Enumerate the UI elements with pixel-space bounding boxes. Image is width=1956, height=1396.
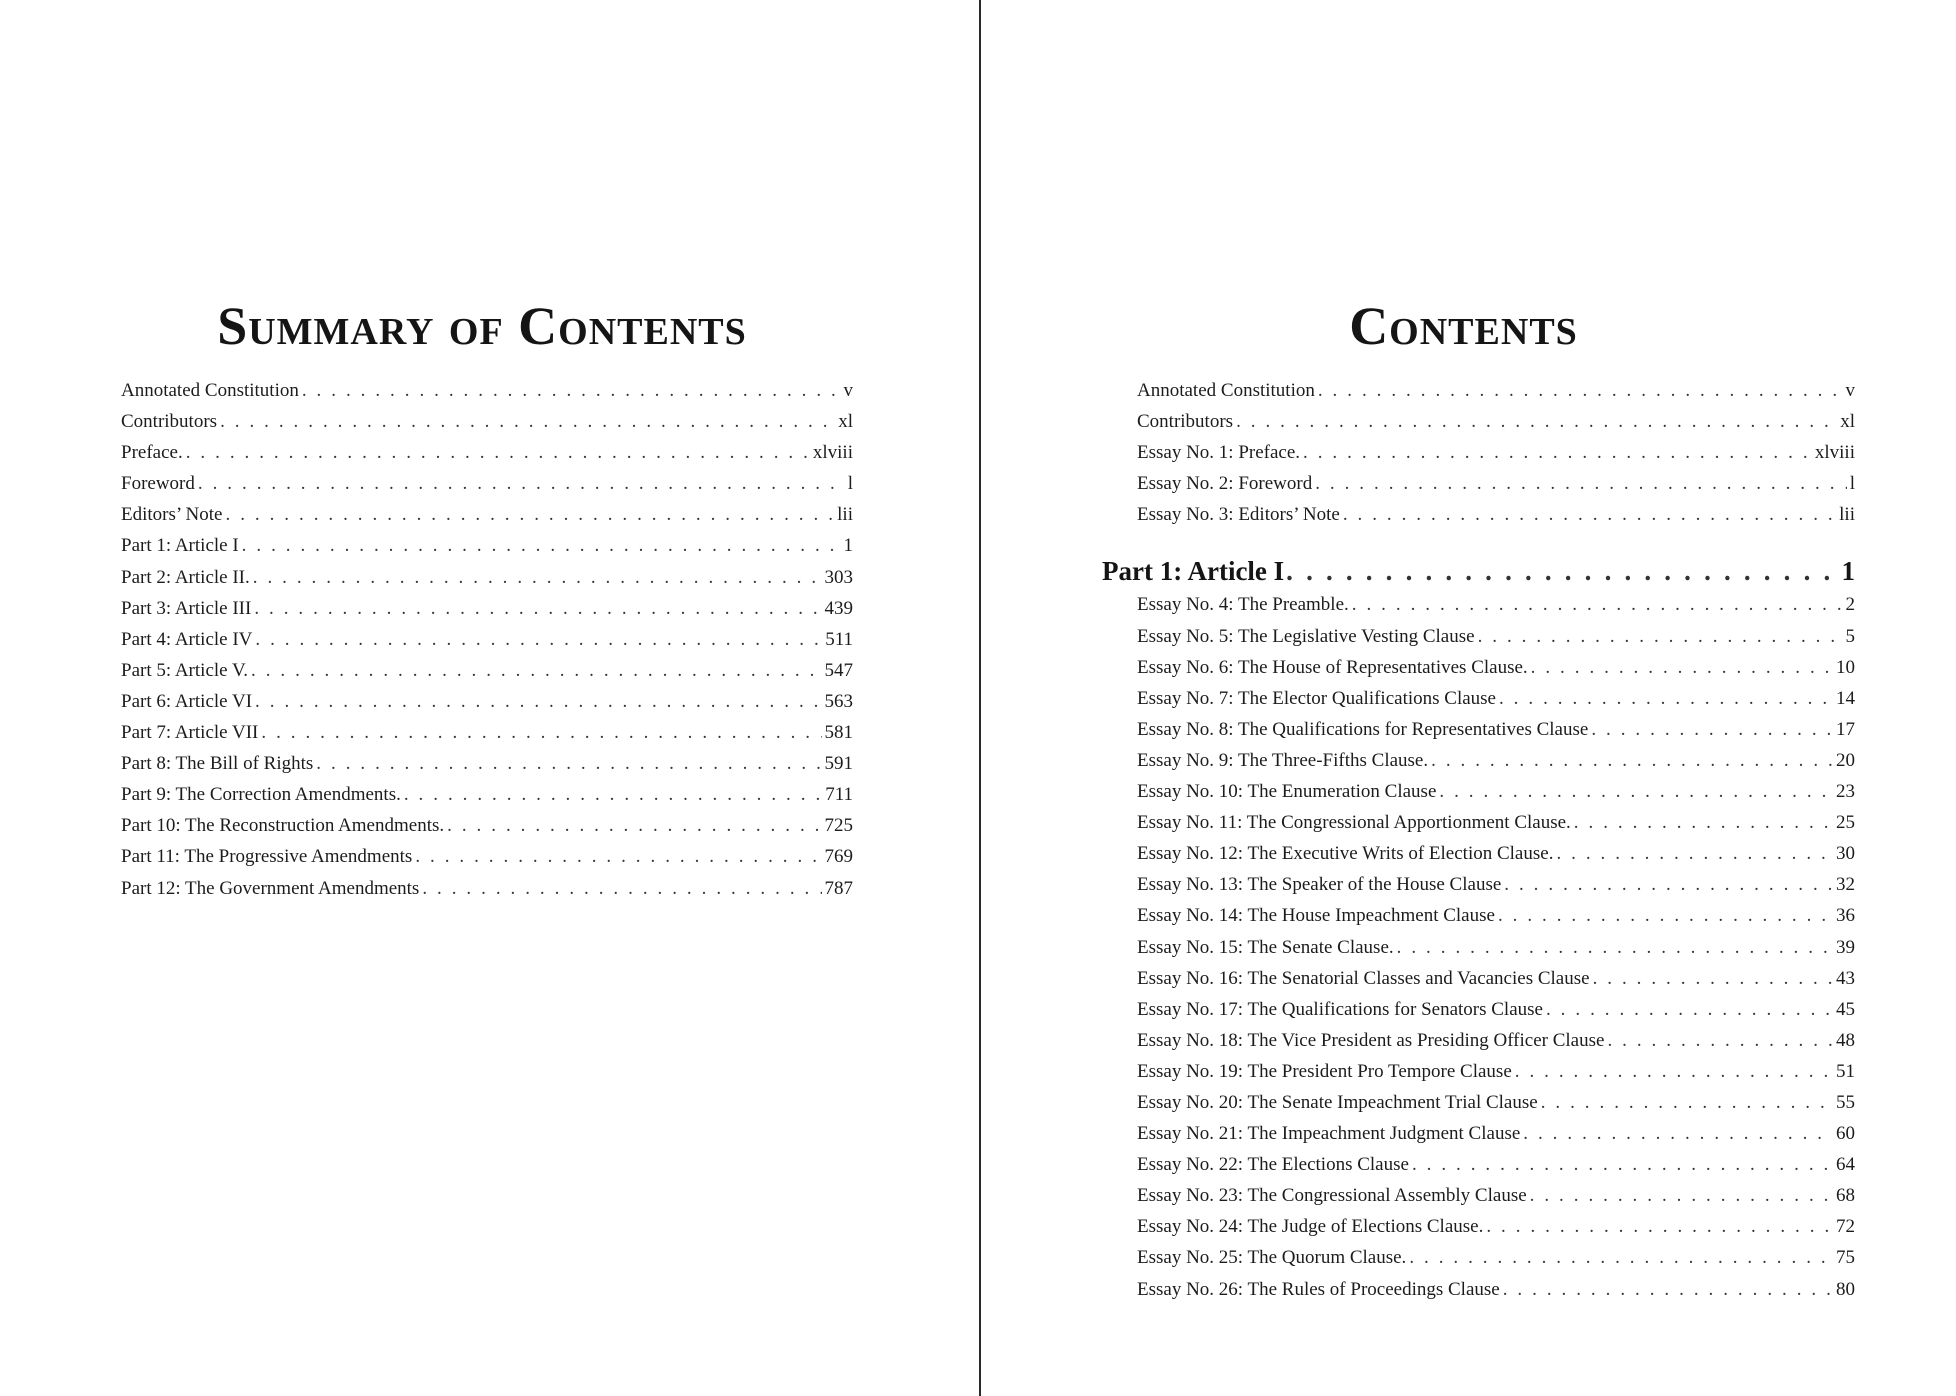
dot-leader: [1412, 1149, 1833, 1180]
toc-entry-label: Part 1: Article I: [121, 535, 239, 557]
toc-entry-page: 64: [1836, 1154, 1855, 1176]
toc-entry[interactable]: [1137, 745, 1855, 776]
dot-leader: [1607, 1025, 1833, 1056]
toc-entry-label: Essay No. 18: The Vice President as Presiding Officer Clause: [1137, 1029, 1605, 1051]
toc-entry-page: l: [847, 473, 853, 495]
toc-entry-page: v: [1845, 380, 1855, 401]
toc-entry-page: 30: [1836, 843, 1855, 865]
part-heading-entry[interactable]: [1102, 554, 1855, 589]
toc-entry-label: Essay No. 14: The House Impeachment Clause: [1137, 905, 1495, 927]
dot-leader: [242, 530, 841, 561]
toc-entry-page: v: [843, 380, 853, 401]
dot-leader: [415, 841, 821, 872]
toc-entry-page: 43: [1836, 967, 1855, 989]
toc-entry-label: Essay No. 22: The Elections Clause: [1137, 1154, 1409, 1176]
toc-entry-page: 39: [1836, 936, 1855, 958]
toc-entry-page: 20: [1836, 749, 1855, 771]
toc-entry-page: 51: [1836, 1060, 1855, 1082]
toc-entry-page: 25: [1836, 812, 1855, 834]
toc-entry-page: xl: [1840, 411, 1855, 433]
toc-entry-label: Part 3: Article III: [121, 597, 252, 619]
toc-entry[interactable]: [1137, 714, 1855, 745]
toc-entry-label: Essay No. 12: The Executive Writs of Election Clause.: [1137, 843, 1554, 865]
toc-entry-label: Part 6: Article VI: [121, 690, 253, 712]
toc-entry-label: Essay No. 4: The Preamble.: [1137, 594, 1349, 616]
toc-entry-page: 511: [825, 628, 853, 650]
dot-leader: [316, 748, 821, 779]
toc-entry[interactable]: [1137, 900, 1855, 931]
toc-entry[interactable]: [1137, 1242, 1855, 1273]
toc-entry-label: Foreword: [121, 473, 195, 495]
toc-entry-label: Essay No. 10: The Enumeration Clause: [1137, 781, 1437, 803]
dot-leader: [404, 779, 822, 810]
part-heading-label: Part 1: Article I: [1102, 556, 1285, 587]
toc-entry-page: 48: [1836, 1029, 1855, 1051]
toc-entry[interactable]: [121, 873, 853, 904]
toc-entry-label: Essay No. 24: The Judge of Elections Clause.: [1137, 1216, 1484, 1238]
toc-entry-page: 10: [1836, 656, 1855, 678]
toc-entry-label: Essay No. 15: The Senate Clause.: [1137, 936, 1394, 958]
dot-leader: [1315, 468, 1847, 499]
toc-entry-label: Essay No. 8: The Qualifications for Representatives Clause: [1137, 718, 1589, 740]
toc-entry-label: Part 10: The Reconstruction Amendments.: [121, 815, 445, 837]
toc-entry-label: Essay No. 20: The Senate Impeachment Trial Clause: [1137, 1091, 1538, 1113]
toc-entry[interactable]: [1137, 807, 1855, 838]
dot-leader: [422, 873, 821, 904]
toc-entry-page: xlviii: [812, 442, 853, 464]
toc-entry[interactable]: [1137, 589, 1855, 620]
toc-entry[interactable]: [1137, 499, 1855, 530]
toc-entry[interactable]: [1137, 652, 1855, 683]
toc-entry[interactable]: [1137, 869, 1855, 900]
toc-entry-page: 563: [824, 690, 853, 712]
dot-leader: [226, 499, 835, 530]
toc-entry[interactable]: [121, 655, 853, 686]
toc-entry-page: l: [1849, 473, 1855, 495]
dot-leader: [186, 437, 810, 468]
toc-entry-label: Essay No. 19: The President Pro Tempore Clause: [1137, 1060, 1512, 1082]
toc-entry-label: Part 8: The Bill of Rights: [121, 753, 314, 775]
toc-entry[interactable]: [121, 406, 853, 437]
toc-entry-page: 68: [1836, 1185, 1855, 1207]
toc-entry[interactable]: [1137, 776, 1855, 807]
toc-entry-page: 769: [824, 846, 853, 868]
toc-entry[interactable]: [1137, 1274, 1855, 1305]
dot-leader: [1531, 652, 1833, 683]
toc-entry-page: 439: [824, 597, 853, 619]
dot-leader: [1530, 1180, 1833, 1211]
toc-entry-page: 75: [1836, 1247, 1855, 1269]
toc-entry-label: Essay No. 16: The Senatorial Classes and Vacancies Clause: [1137, 967, 1590, 989]
toc-entry-page: 32: [1836, 874, 1855, 896]
toc-entry[interactable]: [121, 468, 853, 499]
dot-leader: [254, 593, 821, 624]
toc-entry[interactable]: [1137, 994, 1855, 1025]
toc-entry-page: 787: [824, 877, 853, 899]
dot-leader: [1318, 375, 1843, 406]
toc-entry-label: Essay No. 6: The House of Representatives Clause.: [1137, 656, 1528, 678]
page-title: Contents: [1349, 296, 1578, 356]
toc-entry-label: Part 2: Article II.: [121, 566, 250, 588]
toc-entry[interactable]: [1137, 1087, 1855, 1118]
toc-entry-label: Essay No. 21: The Impeachment Judgment Clause: [1137, 1123, 1521, 1145]
toc-entry[interactable]: [121, 624, 853, 655]
toc-entry[interactable]: [121, 810, 853, 841]
dot-leader: [1478, 621, 1843, 652]
dot-leader: [251, 655, 821, 686]
toc-entry-label: Part 4: Article IV: [121, 628, 253, 650]
toc-entry-label: Essay No. 2: Foreword: [1137, 473, 1313, 495]
toc-entry-page: xl: [838, 411, 853, 433]
toc-entry-label: Essay No. 23: The Congressional Assembly Clause: [1137, 1185, 1527, 1207]
dot-leader: [1286, 554, 1839, 589]
dot-leader: [1591, 714, 1833, 745]
dot-leader: [1439, 776, 1833, 807]
toc-entry-page: 80: [1836, 1278, 1855, 1300]
dot-leader: [1409, 1242, 1833, 1273]
dot-leader: [1499, 683, 1833, 714]
toc-entry[interactable]: [121, 841, 853, 872]
dot-leader: [1498, 900, 1833, 931]
toc-entry-page: 72: [1836, 1216, 1855, 1238]
toc-entry-page: 581: [824, 722, 853, 744]
toc-entry[interactable]: [1137, 838, 1855, 869]
dot-leader: [1352, 589, 1843, 620]
dot-leader: [1503, 1274, 1833, 1305]
toc-entry-page: 547: [824, 659, 853, 681]
dot-leader: [220, 406, 835, 437]
toc-entry-label: Essay No. 13: The Speaker of the House Clause: [1137, 874, 1502, 896]
toc-entry-label: Contributors: [121, 411, 218, 433]
page-title: Summary of Contents: [217, 296, 747, 356]
toc-entry[interactable]: [121, 499, 853, 530]
dot-leader: [1593, 963, 1833, 994]
toc-entry-page: 23: [1836, 781, 1855, 803]
dot-leader: [261, 717, 821, 748]
toc-entry-label: Part 12: The Government Amendments: [121, 877, 420, 899]
toc-entry-page: 17: [1836, 718, 1855, 740]
contents-toc-list: [1102, 375, 1855, 1305]
toc-entry-label: Essay No. 1: Preface.: [1137, 442, 1301, 464]
toc-entry[interactable]: [121, 562, 853, 593]
toc-entry-label: Essay No. 5: The Legislative Vesting Clause: [1137, 625, 1475, 647]
dot-leader: [1486, 1211, 1833, 1242]
toc-entry-page: 1: [843, 535, 853, 557]
toc-entry-label: Contributors: [1137, 411, 1234, 433]
dot-leader: [255, 624, 822, 655]
toc-entry-label: Annotated Constitution: [1137, 380, 1315, 401]
toc-entry-label: Essay No. 9: The Three-Fifths Clause.: [1137, 749, 1429, 771]
toc-entry[interactable]: [121, 779, 853, 810]
dot-leader: [198, 468, 845, 499]
toc-entry-page: 14: [1836, 687, 1855, 709]
toc-entry-label: Essay No. 7: The Elector Qualifications Clause: [1137, 687, 1496, 709]
dot-leader: [1236, 406, 1837, 437]
toc-entry[interactable]: [1137, 406, 1855, 437]
toc-entry[interactable]: [1137, 1211, 1855, 1242]
toc-entry-label: Part 11: The Progressive Amendments: [121, 846, 413, 868]
dot-leader: [1574, 807, 1833, 838]
dot-leader: [1431, 745, 1833, 776]
toc-entry[interactable]: [121, 530, 853, 561]
toc-entry-page: 591: [824, 753, 853, 775]
toc-entry-label: Essay No. 25: The Quorum Clause.: [1137, 1247, 1407, 1269]
toc-entry-label: Essay No. 17: The Qualifications for Senators Clause: [1137, 998, 1543, 1020]
toc-entry[interactable]: [1137, 932, 1855, 963]
toc-entry-label: Part 9: The Correction Amendments.: [121, 784, 401, 806]
toc-entry[interactable]: [1137, 1149, 1855, 1180]
toc-entry[interactable]: [1137, 375, 1855, 406]
toc-entry[interactable]: [1137, 1180, 1855, 1211]
dot-leader: [1397, 932, 1833, 963]
toc-entry-label: Part 7: Article VII: [121, 722, 259, 744]
toc-entry-page: 2: [1845, 594, 1855, 616]
dot-leader: [1515, 1056, 1833, 1087]
toc-entry[interactable]: [121, 593, 853, 624]
toc-entry-page: 55: [1836, 1091, 1855, 1113]
dot-leader: [253, 562, 822, 593]
toc-entry[interactable]: [1137, 1025, 1855, 1056]
toc-entry-page: 725: [824, 815, 853, 837]
dot-leader: [1541, 1087, 1833, 1118]
toc-entry[interactable]: [121, 375, 853, 406]
part-heading-page: 1: [1841, 556, 1855, 587]
dot-leader: [1546, 994, 1833, 1025]
toc-entry[interactable]: [1137, 1118, 1855, 1149]
toc-entry[interactable]: [121, 437, 853, 468]
toc-entry-page: lii: [1839, 504, 1855, 526]
toc-entry-label: Annotated Constitution: [121, 380, 299, 401]
toc-entry-label: Essay No. 26: The Rules of Proceedings Clause: [1137, 1278, 1500, 1300]
toc-entry-label: Essay No. 3: Editors’ Note: [1137, 504, 1340, 526]
toc-entry-page: 60: [1836, 1123, 1855, 1145]
toc-entry-page: xlviii: [1814, 442, 1855, 464]
dot-leader: [1556, 838, 1833, 869]
toc-entry-label: Editors’ Note: [121, 504, 223, 526]
toc-entry-label: Preface.: [121, 442, 183, 464]
toc-entry[interactable]: [1137, 437, 1855, 468]
dot-leader: [255, 686, 821, 717]
toc-entry-page: 711: [825, 784, 853, 806]
summary-toc-list: [121, 375, 853, 904]
right-page: [981, 0, 1956, 1396]
dot-leader: [302, 375, 841, 406]
toc-entry[interactable]: [1137, 963, 1855, 994]
dot-leader: [1504, 869, 1833, 900]
toc-entry[interactable]: [1137, 683, 1855, 714]
toc-entry-page: 5: [1845, 625, 1855, 647]
toc-entry[interactable]: [121, 686, 853, 717]
toc-entry-label: Part 5: Article V.: [121, 659, 249, 681]
toc-entry-page: lii: [837, 504, 853, 526]
dot-leader: [1343, 499, 1836, 530]
toc-entry-page: 303: [824, 566, 853, 588]
toc-entry-label: Essay No. 11: The Congressional Apportionment Clause.: [1137, 812, 1571, 834]
toc-entry[interactable]: [121, 748, 853, 779]
dot-leader: [447, 810, 821, 841]
dot-leader: [1523, 1118, 1833, 1149]
toc-entry[interactable]: [1137, 1056, 1855, 1087]
toc-entry[interactable]: [1137, 468, 1855, 499]
toc-entry-page: 45: [1836, 998, 1855, 1020]
toc-entry-page: 36: [1836, 905, 1855, 927]
toc-entry[interactable]: [121, 717, 853, 748]
dot-leader: [1303, 437, 1812, 468]
toc-entry[interactable]: [1137, 621, 1855, 652]
